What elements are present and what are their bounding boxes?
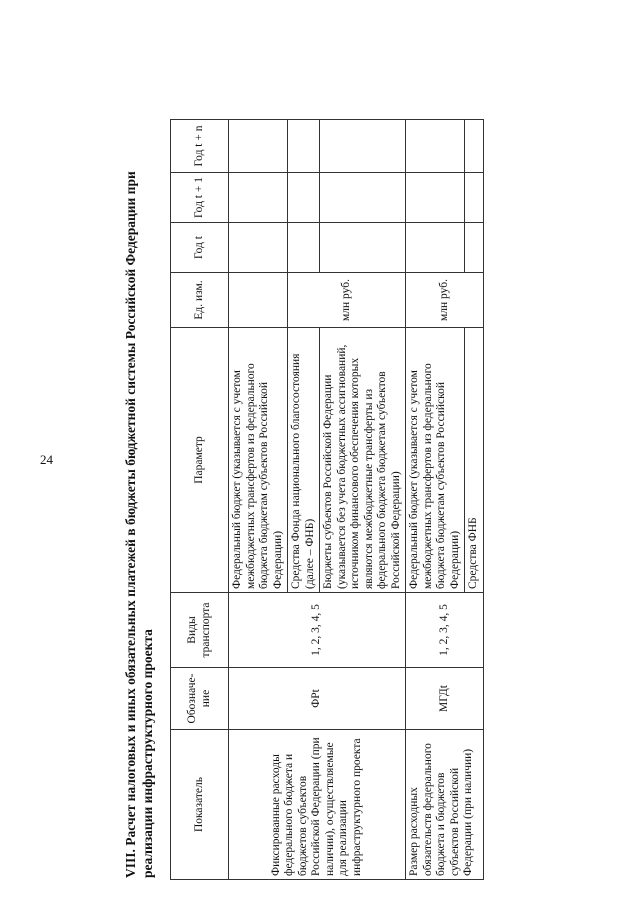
header-row <box>171 120 229 880</box>
cell-year-t <box>229 223 288 273</box>
row-parameter: Федеральный бюджет (указывается с учетом межбюджетных трансфертов из федерального бюджета бюджетам субъектов Российской Федерации) <box>229 328 288 593</box>
header-unit: Ед. изм. <box>171 273 229 328</box>
cell-year-t1 <box>320 173 406 223</box>
header-designation: Обозначе-ние <box>171 668 229 730</box>
row-indicator: Размер расходных обязательств федерального бюджета и бюджетов субъектов Российской Федерации (при наличии) <box>406 730 484 880</box>
table-row <box>406 120 465 880</box>
header-indicator: Показатель <box>171 730 229 880</box>
cell-year-tn <box>288 120 320 173</box>
cell-year-tn <box>320 120 406 173</box>
row-parameter: Средства Фонда национального благосостояния (далее – ФНБ) <box>288 328 320 593</box>
row-parameter: Бюджеты субъектов Российской Федерации (указывается без учета бюджетных ассигнований, источником финансового обеспечения которых являются межбюджетные трансферты из федерального бюджета бюджетам субъектов Российской Федерации) <box>320 328 406 593</box>
designation-text: ФРt <box>310 689 323 708</box>
cell-year-t <box>288 223 320 273</box>
row-designation: МГДt <box>406 668 484 730</box>
cell-year-t1 <box>465 173 484 223</box>
cell-year-tn <box>465 120 484 173</box>
row-parameter: Средства ФНБ <box>465 328 484 593</box>
row-parameter: Федеральный бюджет (указывается с учетом межбюджетных трансфертов из федерального бюджета бюджетам субъектов Российской Федерации) <box>406 328 465 593</box>
row-indicator: Фиксированные расходы федерального бюджета и бюджетов субъектов Российской Федерации (при наличии), осуществляемые для реализации инфраструктурного проекта <box>229 730 406 880</box>
header-year-t1: Год t + 1 <box>171 173 229 223</box>
row-unit: млн руб. <box>288 273 406 328</box>
cell-year-t <box>465 223 484 273</box>
page-number: 24 <box>40 452 53 467</box>
cell-year-t1 <box>229 173 288 223</box>
header-year-tn: Год t + n <box>171 120 229 173</box>
header-year-t: Год t <box>171 223 229 273</box>
header-parameter: Параметр <box>171 328 229 593</box>
cell-year-tn <box>229 120 288 173</box>
cell-year-t <box>320 223 406 273</box>
cell-year-t1 <box>406 173 465 223</box>
section-title: VIII. Расчет налоговых и иных обязательных платежей в бюджеты бюджетной системы Российской Федерации при реализации инфраструктурного проекта <box>123 171 155 878</box>
tax-payments-table <box>170 119 484 880</box>
row-designation <box>229 668 406 730</box>
cell-year-t1 <box>288 173 320 223</box>
row-unit: млн руб. <box>406 273 484 328</box>
cell-year-tn <box>406 120 465 173</box>
cell-year-t <box>406 223 465 273</box>
table-row <box>229 120 288 880</box>
row-unit-empty <box>229 273 288 328</box>
rotated-page-content <box>100 120 620 880</box>
row-transport: 1, 2, 3, 4, 5 <box>406 593 484 668</box>
header-transport: Виды транспорта <box>171 593 229 668</box>
row-transport: 1, 2, 3, 4, 5 <box>229 593 406 668</box>
